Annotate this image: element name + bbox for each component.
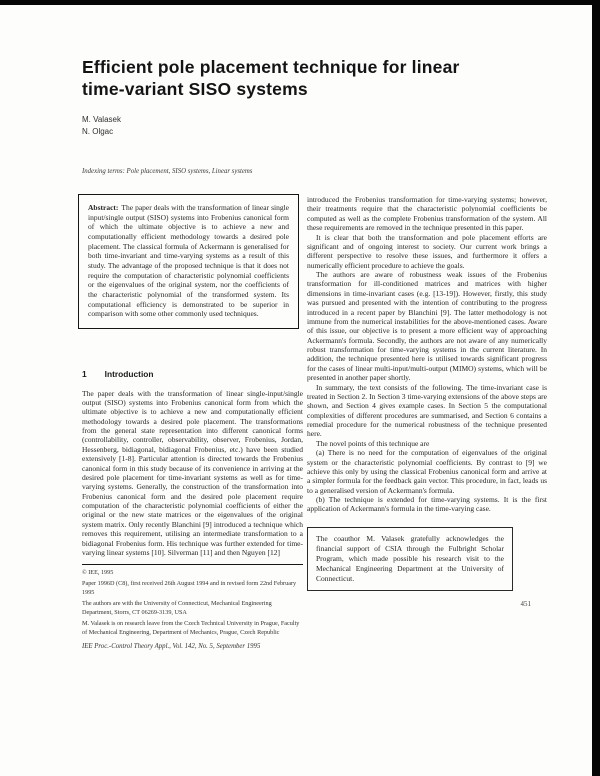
paper-title <box>82 57 552 100</box>
left-column <box>82 369 303 652</box>
section-number: 1 <box>82 369 87 379</box>
journal-citation: IEE Proc.-Control Theory Appl., Vol. 142, No. 5, September 1995 <box>82 643 261 651</box>
intro-paragraph-left: The paper deals with the transformation of linear single-input/single output (SISO) systems into Frobenius canonical form from which the ultimate objective is to achieve a new and computationally efficient methodology towards a desired pole placement. The transformations from the general state representation into different canonical forms (controllability, controller, observability, observer, Frobenius, Jordan, Hessenberg, bidiagonal, bidiagonal Frobenius, etc.) have been studied extensively [1-8]. Particular attention is directed towards the Frobenius canonical form in this study because of its convenience in arriving at the desired pole placement for time-invariant systems as well as for time-varying systems. Generally, the construction of the transformation into Frobenius canonical form and the desired pole placement require computation of the characteristic polynomial coefficients of either the original or the new state matrices or the eigenvalues of the original system matrix. Only recently Blanchini [9] introduced a technique which removes this requirement, utilising an intermediate transformation to a bidiagonal Frobenius form. His technique was further extended for time-varying linear systems [10]. Silverman [11] and then Nguyen [12] <box>82 388 303 557</box>
section-title: Introduction <box>104 369 154 379</box>
acknowledgement-text: The coauthor M. Valasek gratefully acknowledges the financial support of CSIA through the Fulbright Scholar Program, which made possible his research visit to the Mechanical Engineering Department at the University of Connecticut. <box>316 533 504 583</box>
novel-point-a: (a) There is no need for the computation of eigenvalues of the original system or the characteristic polynomial coefficients. By contrast to [9] we achieve this only by using the classical Frobenius canonical form and arrive at a simpler formula for the feedback gain vector. This procedure, in fact, leads us to a generalised version of Ackermann's formula. <box>307 448 547 495</box>
author-block <box>82 114 121 139</box>
body-paragraph: In summary, the text consists of the following. The time-invariant case is treated in Section 2. In Section 3 time-varying extensions of the above steps are shown, and Section 4 gives example cases. In Section 5 the computational complexities of different procedures are summarised, and Section 6 contains a remedial procedure for the numerical robustness of the technique presented here. <box>307 382 547 439</box>
footnote-leave-note: M. Valasek is on research leave from the Czech Technical University in Prague, Faculty of Mechanical Engineering, Department of Mechanics, Prague, Czech Republic <box>82 620 300 636</box>
footnote-affiliation: The authors are with the University of Connecticut, Mechanical Engineering Department, Storrs, CT 06269-3139, USA <box>82 600 272 616</box>
scan-edge-top-bar <box>0 0 600 5</box>
novel-point-b: (b) The technique is extended for time-varying systems. It is the first application of Ackermann's formula in the time-varying case. <box>307 495 547 514</box>
abstract-label: Abstract: <box>88 203 119 212</box>
body-paragraph-continuation: introduced the Frobenius transformation for time-varying systems; however, their treatments require that the characteristic polynomial coefficients be computed as well as the complete Frobenius transformation of the system. All these requirements are removed in the technique presented in this paper. <box>307 195 547 233</box>
body-paragraph: The novel points of this technique are <box>316 438 430 448</box>
author-name-1: M. Valasek <box>82 115 121 124</box>
scan-edge-right-bar <box>592 0 600 776</box>
paper-title-line1: Efficient pole placement technique for linear <box>82 57 460 77</box>
author-name-2: N. Olgac <box>82 127 114 137</box>
section-heading-introduction <box>82 369 303 380</box>
acknowledgement-box <box>307 527 513 591</box>
footnote-paper-info: Paper 1996D (C8), first received 26th August 1994 and in revised form 22nd February 1995 <box>82 580 297 597</box>
body-paragraph: It is clear that both the transformation and pole placement efforts are significant and of ongoing interest to society. Our current work brings a different perspective to resolve these issues, and furthermore it offers a numerically efficient procedure to achieve the goals. <box>307 232 547 270</box>
abstract-box <box>78 194 299 329</box>
paper-title-line2: time-variant SISO systems <box>82 78 308 99</box>
abstract-text: The paper deals with the transformation of linear single input/single output (SISO) systems into Frobenius canonical form of which the ultimate objective is to achieve a new and computationally efficient methodology towards a desired pole placement. The classical formula of Ackermann is generalised for both time-invariant and time-varying systems as a result of this study. The advantage of the proposed technique is that it does not require the computation of characteristic polynomial coefficients or the eigenvalues of the original system, nor the coefficients of the characteristic polynomial of the transformed system. Its computational efficiency is demonstrated to be superior in comparison with some other commonly used techniques. <box>88 203 289 319</box>
footnote-copyright: © IEE, 1995 <box>82 569 114 577</box>
page-number: 451 <box>520 599 531 608</box>
indexing-terms: Indexing terms: Pole placement, SISO systems, Linear systems <box>82 168 253 175</box>
body-paragraph: The authors are aware of robustness weak issues of the Frobenius transformation for ill-conditioned matrices and matrices with higher dimensions in time-invariant cases (e.g. [13-19]). However, firstly, this study was pursued and presented with the intention of contributing to the progress introduced in a recent paper by Blanchini [9]. The latter methodology is not immune from the numerical instabilities for the above-mentioned cases. Aware of this issue, our objective is to present a more efficient way of approaching Ackermann's formula. Secondly, the authors are not aware of any numerically robust transformation for time-varying systems in the current literature. In addition, the technique presented here is utilised towards significant progress for the cases of linear multi-input/multi-output (MIMO) systems, which will be presented in another paper shortly. <box>307 270 547 383</box>
footnote-block <box>82 564 303 637</box>
right-column <box>307 195 547 608</box>
